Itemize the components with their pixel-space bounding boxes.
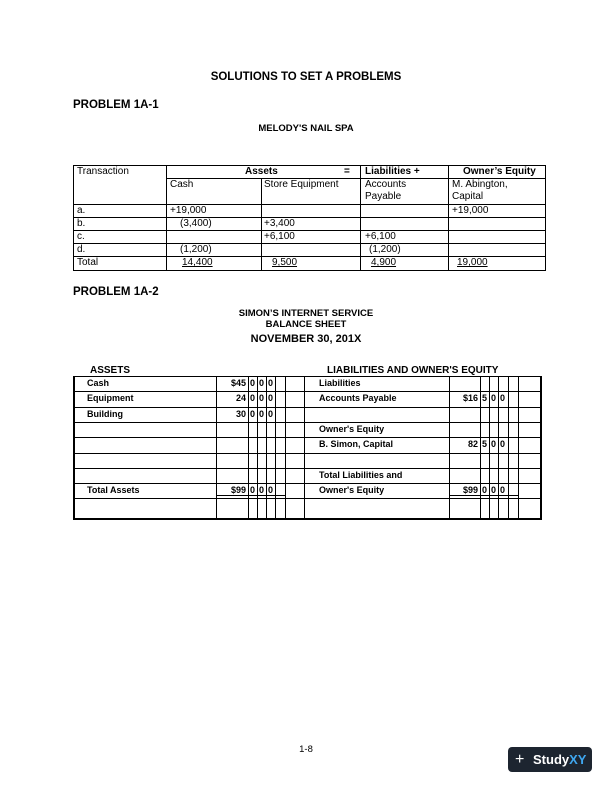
- left-row-digit: 0: [249, 393, 255, 403]
- right-row-digit: 5: [481, 393, 487, 403]
- bs-row-line: [73, 498, 542, 499]
- row-d-ap: (1,200): [369, 244, 401, 255]
- left-row-digit: 0: [258, 409, 264, 419]
- left-row-digit: 0: [249, 409, 255, 419]
- page-number: 1-8: [299, 744, 313, 755]
- balance-sheet-table: [73, 376, 542, 519]
- right-row-digit: 0: [499, 485, 505, 495]
- col-equity-header: Owner’s Equity: [463, 166, 536, 177]
- row-b-store: +3,400: [264, 218, 295, 229]
- problem-1-heading: PROBLEM 1A-1: [73, 99, 159, 111]
- left-row-digit: 0: [258, 393, 264, 403]
- sub-accounts: Accounts: [365, 179, 407, 190]
- right-row-dollars: 82: [467, 439, 478, 449]
- left-row-label: Cash: [87, 378, 110, 388]
- right-row-digit: 0: [490, 485, 496, 495]
- total-label: Total: [77, 257, 99, 268]
- bs-row-line: [73, 422, 542, 423]
- sub-capital: Capital: [452, 191, 484, 202]
- logo-text-study: Study: [533, 752, 570, 767]
- page-title: SOLUTIONS TO SET A PROBLEMS: [210, 71, 402, 83]
- bs-row-line: [73, 407, 542, 408]
- row-c-ap: +6,100: [365, 231, 396, 242]
- sub-store-equipment: Store Equipment: [264, 179, 339, 190]
- right-row-dollars: $16: [462, 393, 478, 403]
- left-row-dollars: 30: [235, 409, 246, 419]
- right-row-label: Owner's Equity: [319, 424, 385, 434]
- plus-icon: +: [515, 751, 525, 768]
- left-row-digit: 0: [249, 485, 255, 495]
- bs-row-line: [73, 468, 542, 469]
- left-row-label: Building: [87, 409, 123, 419]
- right-row-digit: 0: [481, 485, 487, 495]
- row-d-cash: (1,200): [180, 244, 212, 255]
- left-row-digit: 0: [267, 485, 273, 495]
- left-row-label: Total Assets: [87, 485, 140, 495]
- bs-col-line: [304, 376, 305, 519]
- right-row-label: Owner's Equity: [319, 485, 385, 495]
- left-row-dollars: $99: [230, 485, 246, 495]
- right-row-digit: 0: [499, 393, 505, 403]
- sub-payable: Payable: [365, 191, 402, 202]
- left-row-digit: 0: [249, 378, 255, 388]
- statement-date: NOVEMBER 30, 201X: [250, 333, 362, 345]
- row-a-capital: +19,000: [452, 205, 489, 216]
- right-row-label: Liabilities: [319, 378, 361, 388]
- bs-border-top: [73, 376, 542, 377]
- company-name-1: MELODY'S NAIL SPA: [258, 123, 354, 134]
- left-row-dollars: $45: [230, 378, 246, 388]
- liabilities-heading: LIABILITIES AND OWNER'S EQUITY: [327, 365, 499, 376]
- studyxy-badge[interactable]: [508, 747, 592, 772]
- bs-border-bottom: [73, 518, 542, 520]
- sub-capital-name: M. Abington,: [452, 179, 508, 190]
- studyxy-logo-text: [533, 747, 586, 772]
- col-liabilities-header: Liabilities +: [365, 166, 420, 177]
- bs-col-line: [518, 376, 519, 519]
- problem-2-heading: PROBLEM 1A-2: [73, 286, 159, 298]
- bs-row-line: [73, 453, 542, 454]
- accounting-equation-table: [73, 165, 545, 271]
- right-row-label: B. Simon, Capital: [319, 439, 394, 449]
- total-capital: 19,000: [457, 257, 488, 268]
- left-row-digit: 0: [258, 378, 264, 388]
- col-transaction-header: Transaction: [77, 166, 129, 177]
- left-row-digit: 0: [258, 485, 264, 495]
- left-row-label: Equipment: [87, 393, 134, 403]
- col-assets-header: Assets: [245, 166, 278, 177]
- row-a-cash: +19,000: [170, 205, 207, 216]
- sub-cash: Cash: [170, 179, 194, 190]
- bs-col-line: [508, 376, 509, 519]
- row-c-label: c.: [77, 231, 85, 242]
- right-row-label: Total Liabilities and: [319, 470, 403, 480]
- equals-sign: =: [344, 166, 350, 177]
- right-row-digit: 5: [481, 439, 487, 449]
- row-d-label: d.: [77, 244, 86, 255]
- left-row-digit: 0: [267, 409, 273, 419]
- left-row-dollars: 24: [235, 393, 246, 403]
- logo-text-xy: XY: [569, 752, 587, 767]
- total-store: 9,500: [272, 257, 298, 268]
- statement-title: BALANCE SHEET: [265, 319, 347, 330]
- bs-col-line: [275, 376, 276, 519]
- total-ap: 4,900: [371, 257, 397, 268]
- total-cash: 14,400: [182, 257, 213, 268]
- right-row-digit: 0: [490, 439, 496, 449]
- row-a-label: a.: [77, 205, 86, 216]
- right-row-label: Accounts Payable: [319, 393, 397, 403]
- company-name-2-text: SIMON’S INTERNET SERVICE: [238, 308, 374, 319]
- right-row-dollars: $99: [462, 485, 478, 495]
- row-b-label: b.: [77, 218, 86, 229]
- company-name-2: [0, 308, 612, 330]
- left-row-digit: 0: [267, 393, 273, 403]
- assets-heading: ASSETS: [90, 365, 131, 376]
- row-b-cash: (3,400): [180, 218, 212, 229]
- right-row-digit: 0: [490, 393, 496, 403]
- right-row-digit: 0: [499, 439, 505, 449]
- bs-col-line: [285, 376, 286, 519]
- row-c-store: +6,100: [264, 231, 295, 242]
- left-row-digit: 0: [267, 378, 273, 388]
